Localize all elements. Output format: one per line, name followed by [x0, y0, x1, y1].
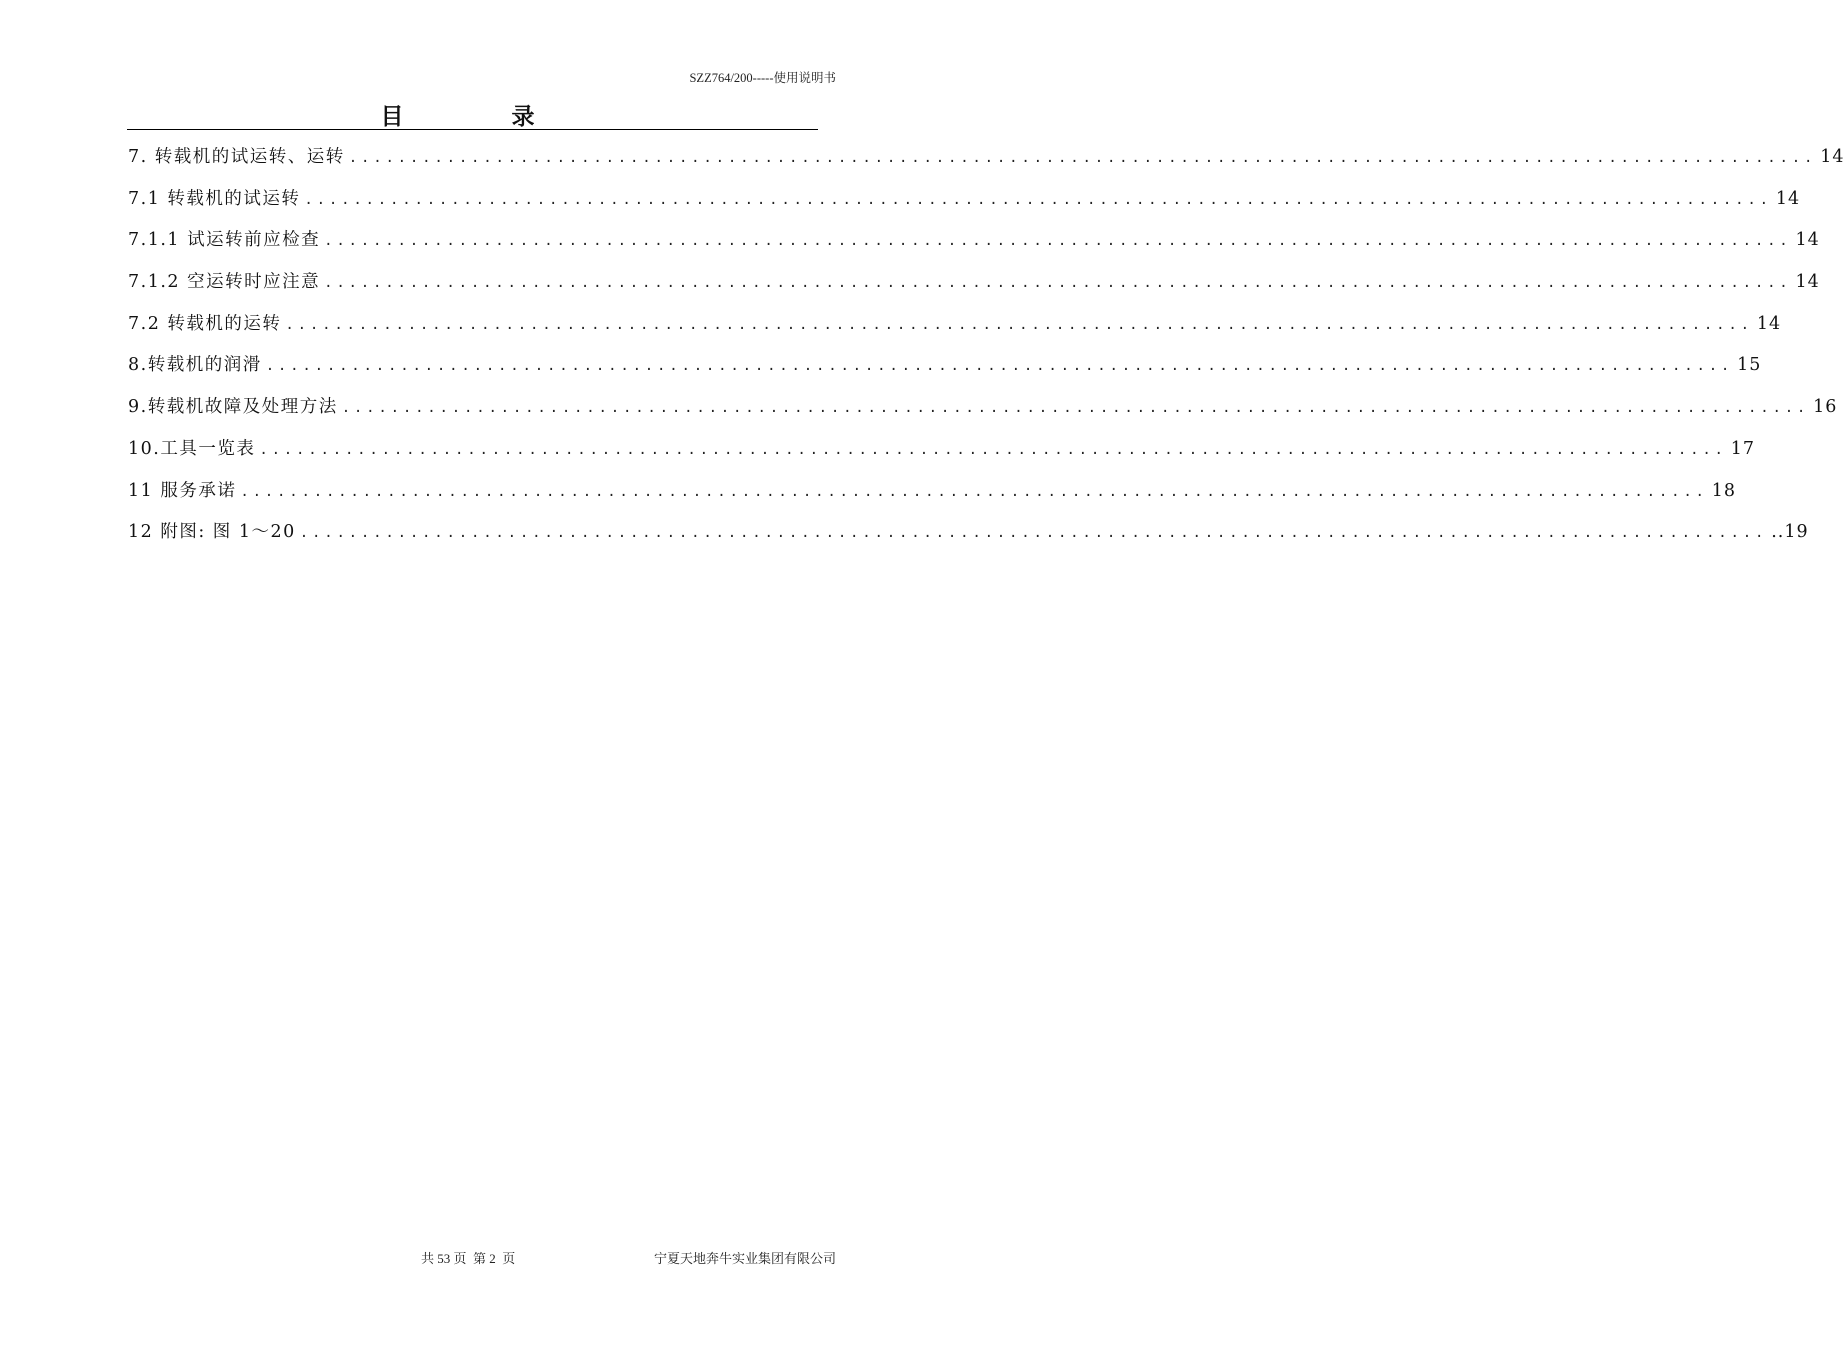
- toc-entry-label: 7.2 转载机的运转: [128, 313, 282, 334]
- toc-entry[interactable]: [128, 268, 1820, 310]
- toc-leader-dots: ........................................................................................................................: [324, 275, 1792, 292]
- toc-entry-label: 11 服务承诺: [128, 480, 237, 501]
- toc-entry-page: 15: [1737, 355, 1762, 376]
- toc-entry-page: 14: [1820, 147, 1845, 167]
- toc-entry[interactable]: [128, 310, 1782, 352]
- toc-entry[interactable]: [128, 143, 1845, 185]
- toc-entry-label: 7.1.2 空运转时应注意: [128, 272, 321, 293]
- toc-leader-dots: ........................................................................................................................: [304, 191, 1772, 208]
- toc-leader-dots: ........................................................................................................................: [299, 525, 1768, 542]
- toc-entry-label: 12 附图: 图 1～20: [128, 522, 296, 543]
- toc-entry-label: 10.工具一览表: [128, 438, 256, 459]
- toc-entry[interactable]: [128, 185, 1801, 227]
- toc-entry-label: 9.转载机故障及处理方法: [128, 397, 338, 418]
- table-of-contents: [128, 143, 1845, 560]
- toc-entry-page: 17: [1730, 438, 1756, 459]
- toc-leader-dots: ........................................................................................................................: [259, 441, 1727, 458]
- toc-entry[interactable]: [128, 477, 1737, 519]
- toc-leader-dots: ........................................................................................................................: [240, 483, 1708, 500]
- toc-entry-label: 7. 转载机的试运转、运转: [128, 147, 345, 167]
- toc-entry-page: ..19: [1771, 522, 1809, 543]
- toc-entry[interactable]: [128, 435, 1756, 477]
- toc-leader-dots: ........................................................................................................................: [324, 233, 1792, 250]
- title-underline: [127, 98, 818, 130]
- toc-leader-dots: ........................................................................................................................: [341, 400, 1810, 417]
- toc-entry[interactable]: [128, 518, 1809, 560]
- toc-entry-label: 8.转载机的润滑: [128, 355, 262, 376]
- toc-entry[interactable]: [128, 351, 1762, 393]
- toc-leader-dots: ........................................................................................................................: [265, 358, 1734, 375]
- toc-entry-page: 14: [1775, 188, 1801, 209]
- toc-entry-page: 18: [1711, 480, 1737, 501]
- page-title: 目 录: [380, 104, 585, 130]
- page-counter: 共 53 页 第 2 页: [421, 1251, 516, 1266]
- toc-entry-label: 7.1 转载机的试运转: [128, 188, 301, 209]
- company-name: 宁夏天地奔牛实业集团有限公司: [653, 1251, 836, 1266]
- toc-entry-label: 7.1.1 试运转前应检查: [128, 230, 321, 251]
- toc-entry-page: 14: [1756, 313, 1782, 334]
- toc-entry-page: 14: [1795, 230, 1820, 251]
- toc-entry-page: 16: [1813, 397, 1838, 418]
- toc-entry[interactable]: [128, 393, 1838, 435]
- toc-leader-dots: ........................................................................................................................: [348, 150, 1817, 166]
- toc-leader-dots: ........................................................................................................................: [285, 316, 1753, 333]
- toc-entry[interactable]: [128, 226, 1820, 268]
- toc-entry-page: 14: [1795, 272, 1820, 293]
- document-code: SZZ764/200-----使用说明书: [689, 71, 836, 85]
